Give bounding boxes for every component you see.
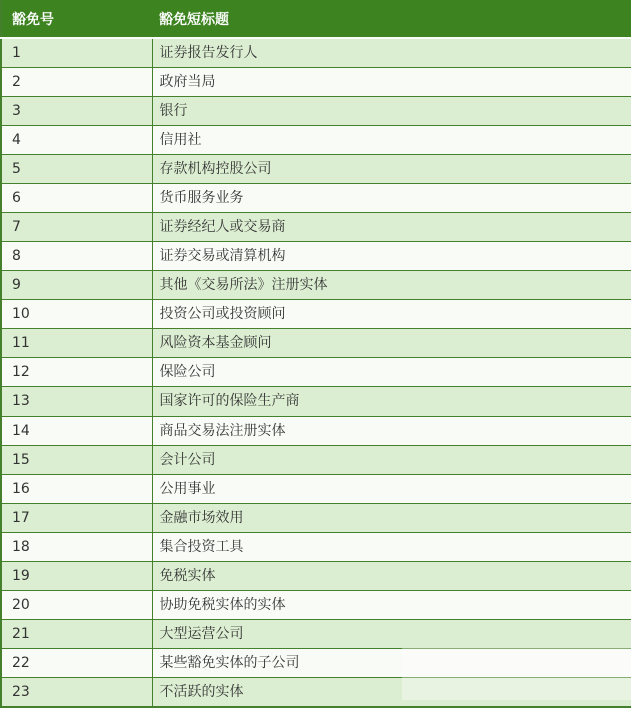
cell-exemption-number: 9 bbox=[1, 271, 152, 300]
cell-exemption-title: 商品交易法注册实体 bbox=[152, 416, 631, 445]
table-row bbox=[1, 445, 631, 474]
table-row bbox=[1, 212, 631, 241]
cell-exemption-number: 7 bbox=[1, 212, 152, 241]
table-row bbox=[1, 358, 631, 387]
table-row bbox=[1, 474, 631, 503]
cell-exemption-title: 不活跃的实体 bbox=[152, 678, 631, 707]
cell-exemption-title: 公用事业 bbox=[152, 474, 631, 503]
cell-exemption-title: 投资公司或投资顾问 bbox=[152, 300, 631, 329]
cell-exemption-title: 证券经纪人或交易商 bbox=[152, 212, 631, 241]
header-row bbox=[1, 0, 631, 38]
cell-exemption-number: 19 bbox=[1, 561, 152, 590]
table-row bbox=[1, 649, 631, 678]
table-row bbox=[1, 67, 631, 96]
cell-exemption-title: 银行 bbox=[152, 96, 631, 125]
cell-exemption-title: 国家许可的保险生产商 bbox=[152, 387, 631, 416]
cell-exemption-title: 证券交易或清算机构 bbox=[152, 242, 631, 271]
cell-exemption-number: 1 bbox=[1, 38, 152, 67]
cell-exemption-title: 某些豁免实体的子公司 bbox=[152, 649, 631, 678]
cell-exemption-title: 信用社 bbox=[152, 125, 631, 154]
cell-exemption-title: 协助免税实体的实体 bbox=[152, 590, 631, 619]
table-row bbox=[1, 678, 631, 707]
cell-exemption-number: 14 bbox=[1, 416, 152, 445]
cell-exemption-number: 21 bbox=[1, 620, 152, 649]
cell-exemption-title: 保险公司 bbox=[152, 358, 631, 387]
table-row bbox=[1, 125, 631, 154]
cell-exemption-number: 6 bbox=[1, 183, 152, 212]
cell-exemption-title: 金融市场效用 bbox=[152, 503, 631, 532]
col-header-exemption-number: 豁免号 bbox=[1, 0, 152, 38]
table-row bbox=[1, 271, 631, 300]
cell-exemption-number: 13 bbox=[1, 387, 152, 416]
table-row bbox=[1, 154, 631, 183]
table-row bbox=[1, 532, 631, 561]
cell-exemption-number: 16 bbox=[1, 474, 152, 503]
table-row bbox=[1, 503, 631, 532]
cell-exemption-number: 4 bbox=[1, 125, 152, 154]
cell-exemption-title: 集合投资工具 bbox=[152, 532, 631, 561]
cell-exemption-number: 3 bbox=[1, 96, 152, 125]
cell-exemption-number: 23 bbox=[1, 678, 152, 707]
table-row bbox=[1, 329, 631, 358]
cell-exemption-title: 存款机构控股公司 bbox=[152, 154, 631, 183]
col-header-exemption-title: 豁免短标题 bbox=[152, 0, 631, 38]
cell-exemption-number: 22 bbox=[1, 649, 152, 678]
table-row bbox=[1, 300, 631, 329]
table-row bbox=[1, 561, 631, 590]
table-row bbox=[1, 620, 631, 649]
cell-exemption-number: 11 bbox=[1, 329, 152, 358]
cell-exemption-title: 证券报告发行人 bbox=[152, 38, 631, 67]
cell-exemption-number: 10 bbox=[1, 300, 152, 329]
cell-exemption-title: 政府当局 bbox=[152, 67, 631, 96]
table-row bbox=[1, 242, 631, 271]
cell-exemption-number: 8 bbox=[1, 242, 152, 271]
cell-exemption-title: 货币服务业务 bbox=[152, 183, 631, 212]
table-body bbox=[1, 38, 631, 707]
cell-exemption-title: 风险资本基金顾问 bbox=[152, 329, 631, 358]
cell-exemption-title: 大型运营公司 bbox=[152, 620, 631, 649]
cell-exemption-title: 会计公司 bbox=[152, 445, 631, 474]
table-row bbox=[1, 387, 631, 416]
cell-exemption-number: 17 bbox=[1, 503, 152, 532]
table-header bbox=[1, 0, 631, 38]
cell-exemption-title: 其他《交易所法》注册实体 bbox=[152, 271, 631, 300]
table-row bbox=[1, 416, 631, 445]
cell-exemption-number: 12 bbox=[1, 358, 152, 387]
cell-exemption-number: 2 bbox=[1, 67, 152, 96]
cell-exemption-number: 20 bbox=[1, 590, 152, 619]
table-row bbox=[1, 183, 631, 212]
cell-exemption-number: 18 bbox=[1, 532, 152, 561]
cell-exemption-number: 15 bbox=[1, 445, 152, 474]
cell-exemption-title: 免税实体 bbox=[152, 561, 631, 590]
table-row bbox=[1, 96, 631, 125]
cell-exemption-number: 5 bbox=[1, 154, 152, 183]
table-row bbox=[1, 590, 631, 619]
table-row bbox=[1, 38, 631, 67]
